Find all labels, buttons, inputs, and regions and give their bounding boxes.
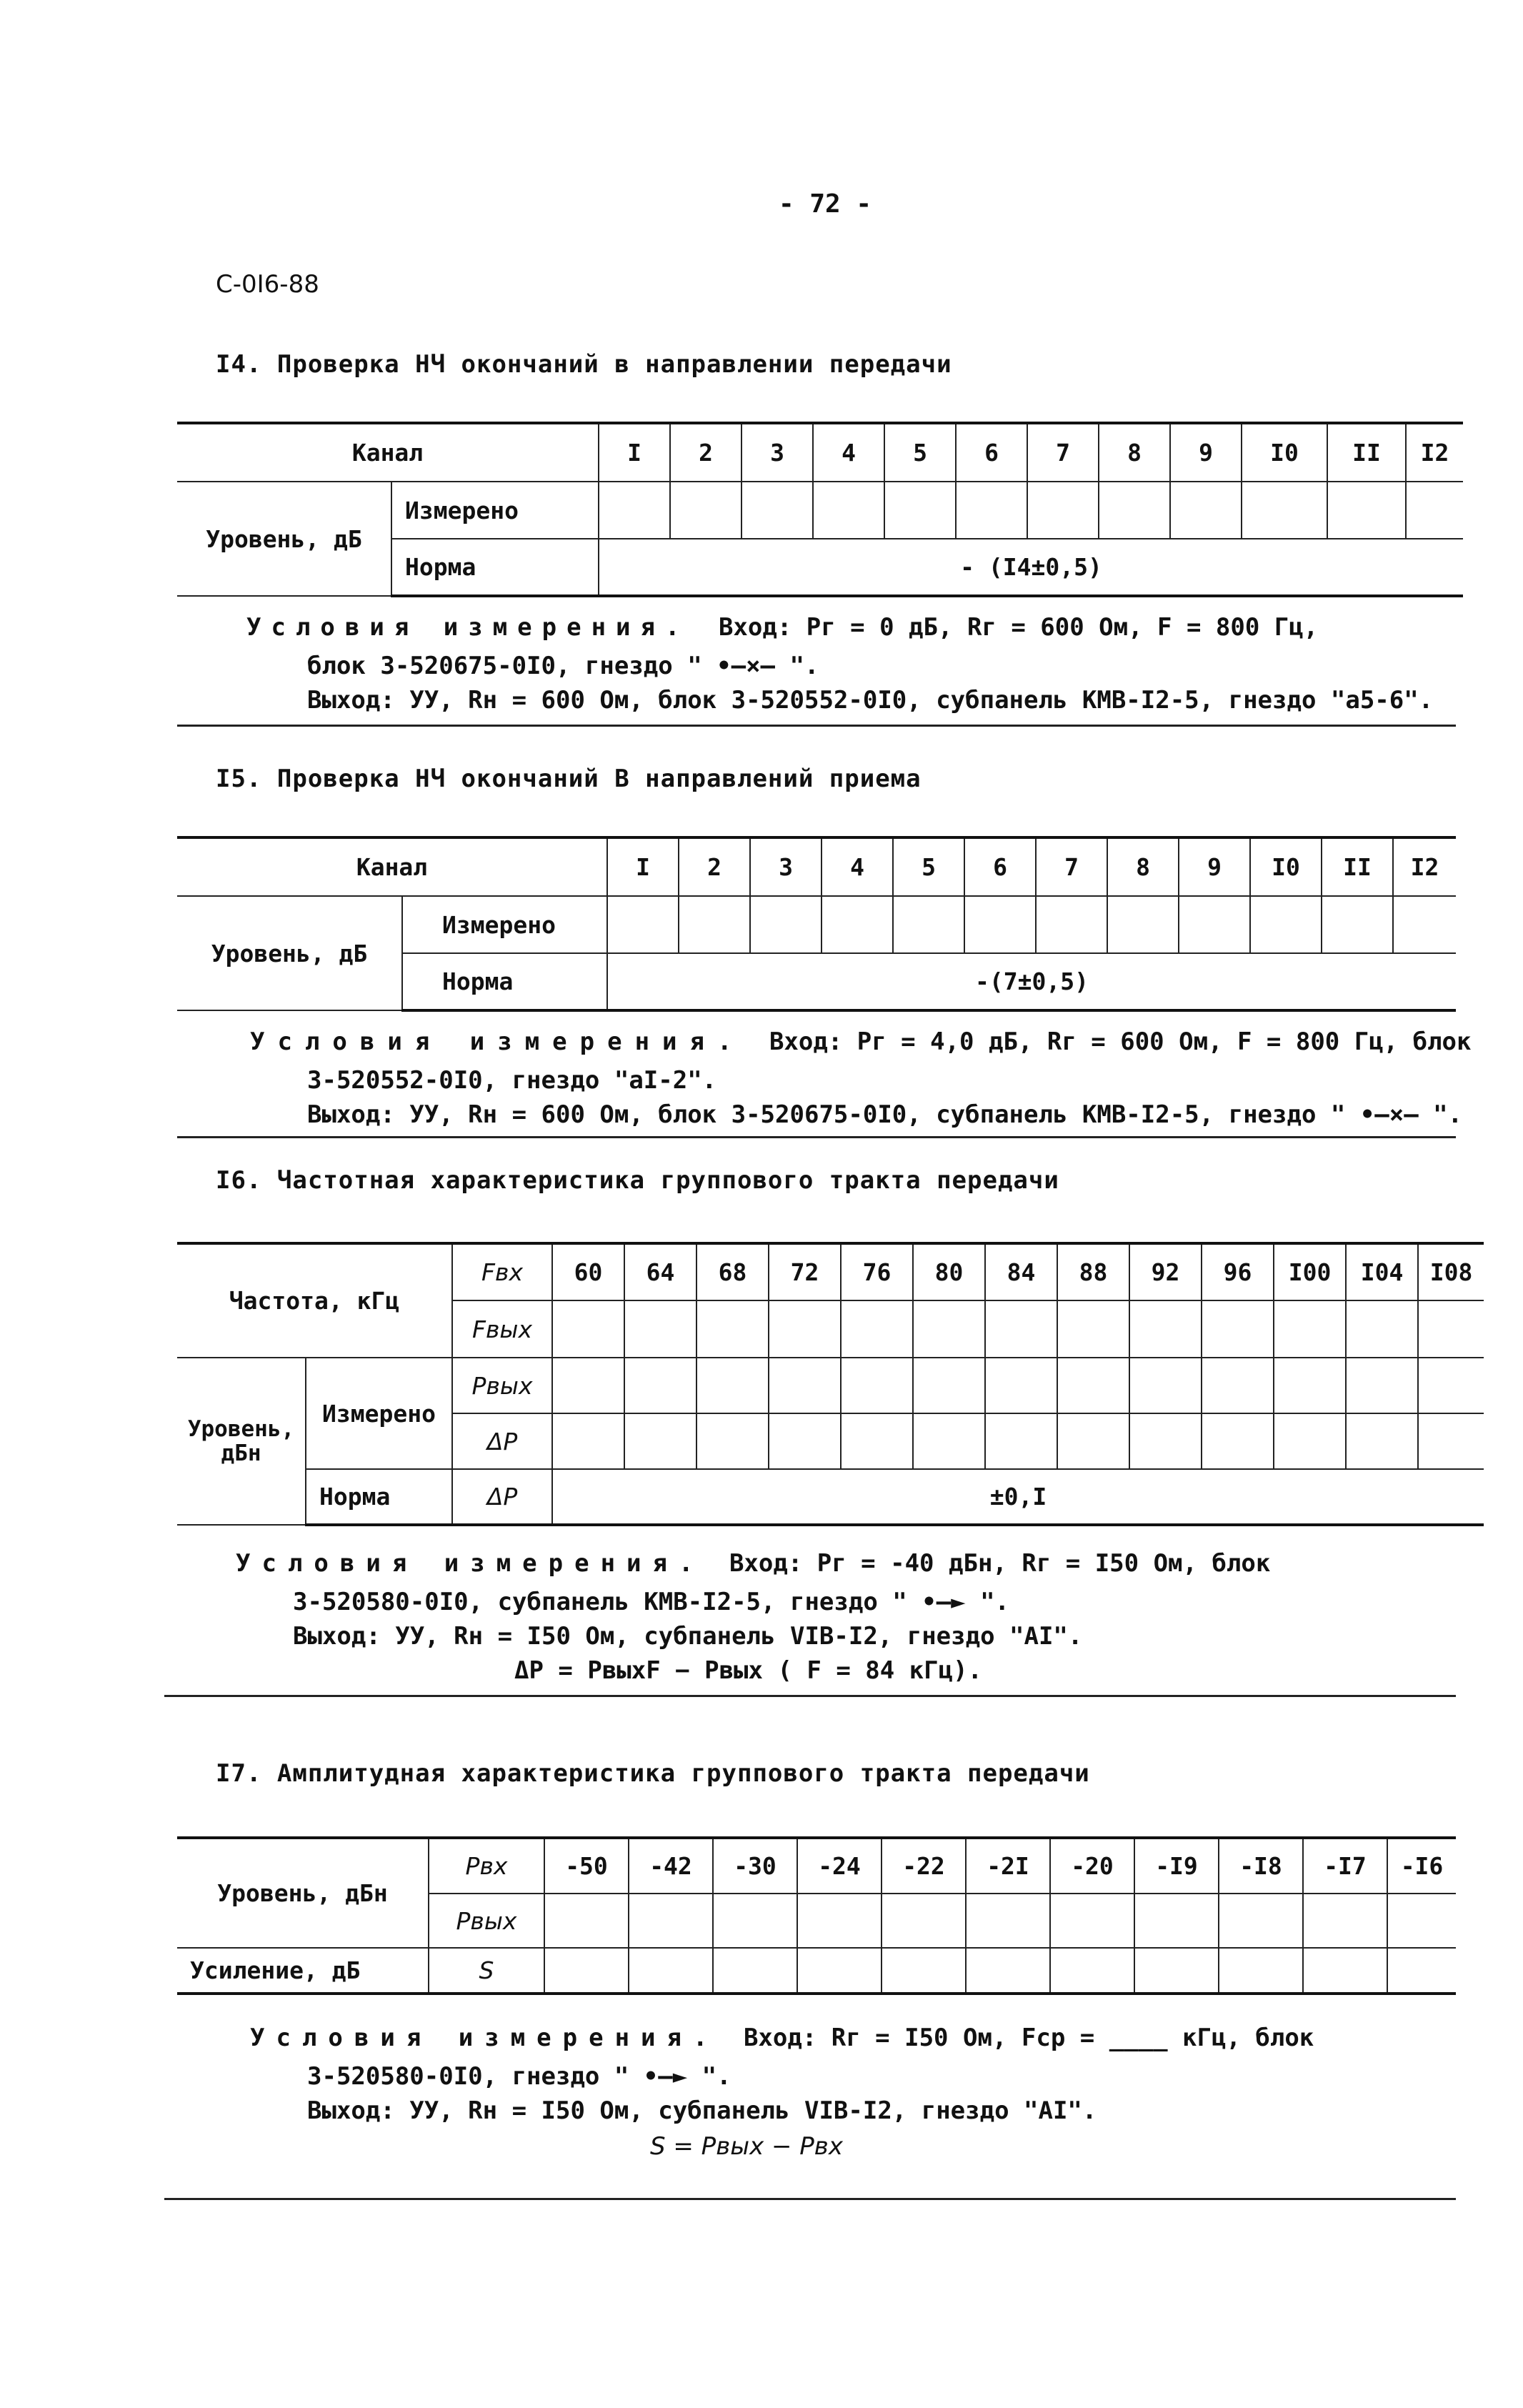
delta-p-cell xyxy=(1418,1413,1484,1469)
delta-p-cell xyxy=(1274,1413,1346,1469)
measured-cell xyxy=(1036,896,1107,953)
channel-7: 7 xyxy=(1036,837,1107,896)
f-out-cell xyxy=(1129,1300,1202,1358)
p-out-cell xyxy=(1050,1894,1134,1948)
freq-60: 60 xyxy=(552,1243,624,1300)
section-17-conditions-line1 xyxy=(250,2024,1314,2052)
delta-p-cell xyxy=(552,1413,624,1469)
measured-cell xyxy=(599,482,670,539)
freq-64: 64 xyxy=(624,1243,696,1300)
delta-p-cell xyxy=(769,1413,841,1469)
channel-8: 8 xyxy=(1099,423,1170,482)
p-out-cell xyxy=(1274,1358,1346,1413)
section-17-title: I7. Амплитудная характеристика группового тракта передачи xyxy=(216,1759,1090,1788)
section-15-title: I5. Проверка НЧ окончаний В направлений приема xyxy=(216,765,922,793)
conditions-input: Вход: Pг = -40 дБн, Rг = I50 Ом, блок xyxy=(729,1549,1271,1578)
p-out-cell xyxy=(1129,1358,1202,1413)
delta-p-symbol xyxy=(452,1413,552,1469)
p-out-cell xyxy=(913,1358,985,1413)
document-code: С-0I6-88 xyxy=(216,270,319,299)
delta-p-cell xyxy=(1057,1413,1129,1469)
section-14-divider xyxy=(177,725,1456,727)
p-out-cell xyxy=(713,1894,797,1948)
p-out-cell xyxy=(629,1894,713,1948)
measured-cell xyxy=(607,896,679,953)
level-minus-30: -30 xyxy=(713,1838,797,1894)
gain-cell xyxy=(1387,1948,1456,1994)
freq-96: 96 xyxy=(1202,1243,1274,1300)
measured-label: Измерено xyxy=(391,482,599,539)
channel-header: Канал xyxy=(177,837,607,896)
channel-4: 4 xyxy=(822,837,893,896)
level-minus-24: -24 xyxy=(797,1838,882,1894)
delta-p-cell xyxy=(624,1413,696,1469)
measured-cell xyxy=(679,896,750,953)
p-out-cell xyxy=(1134,1894,1219,1948)
norm-label: Норма xyxy=(402,953,607,1010)
f-out-cell xyxy=(1346,1300,1418,1358)
section-15-conditions-line1 xyxy=(250,1028,1472,1056)
measured-cell xyxy=(1107,896,1179,953)
norm-value: - (I4±0,5) xyxy=(599,539,1463,596)
channel-9: 9 xyxy=(1170,423,1242,482)
gain-cell xyxy=(1219,1948,1303,1994)
section-17-table xyxy=(177,1836,1456,1995)
freq-68: 68 xyxy=(696,1243,769,1300)
measured-cell xyxy=(822,896,893,953)
f-out-cell xyxy=(624,1300,696,1358)
measured-cell xyxy=(1393,896,1456,953)
section-14-table xyxy=(177,422,1463,597)
measured-cell xyxy=(741,482,813,539)
measured-cell xyxy=(1099,482,1170,539)
p-out-symbol xyxy=(429,1894,544,1948)
channel-5: 5 xyxy=(884,423,956,482)
measured-cell xyxy=(1027,482,1099,539)
section-14-conditions-line2: блок 3-520675-0I0, гнездо " •—×— ". xyxy=(307,652,819,680)
section-16-conditions-line3: Выход: УУ, Rн = I50 Ом, субпанель VIВ-I2, гнездо "АI". xyxy=(293,1622,1083,1651)
channel-5: 5 xyxy=(893,837,964,896)
measured-cell xyxy=(1327,482,1406,539)
channel-4: 4 xyxy=(813,423,884,482)
p-out-cell xyxy=(1219,1894,1303,1948)
channel-11: II xyxy=(1327,423,1406,482)
measured-cell xyxy=(1322,896,1393,953)
f-out-cell xyxy=(1202,1300,1274,1358)
channel-header: Канал xyxy=(177,423,599,482)
p-out-cell xyxy=(1303,1894,1387,1948)
f-out-cell xyxy=(1274,1300,1346,1358)
gain-cell xyxy=(544,1948,629,1994)
gain-symbol xyxy=(429,1948,544,1994)
p-out-cell xyxy=(544,1894,629,1948)
f-out-cell xyxy=(1418,1300,1484,1358)
channel-10: I0 xyxy=(1242,423,1327,482)
norm-value: -(7±0,5) xyxy=(607,953,1456,1010)
channel-10: I0 xyxy=(1250,837,1322,896)
level-minus-16: -I6 xyxy=(1387,1838,1456,1894)
channel-12: I2 xyxy=(1393,837,1456,896)
delta-p-cell xyxy=(913,1413,985,1469)
channel-7: 7 xyxy=(1027,423,1099,482)
channel-1: I xyxy=(599,423,670,482)
conditions-heading: Условия измерения. xyxy=(246,613,690,642)
section-16-conditions-line1 xyxy=(236,1549,1270,1578)
f-out-cell xyxy=(841,1300,913,1358)
delta-p-cell xyxy=(696,1413,769,1469)
measured-cell xyxy=(750,896,822,953)
p-out-symbol xyxy=(452,1358,552,1413)
f-out-cell xyxy=(985,1300,1057,1358)
f-out-label: Fвых xyxy=(472,1315,533,1343)
freq-84: 84 xyxy=(985,1243,1057,1300)
delta-p-cell xyxy=(1346,1413,1418,1469)
channel-8: 8 xyxy=(1107,837,1179,896)
p-out-cell xyxy=(696,1358,769,1413)
freq-100: I00 xyxy=(1274,1243,1346,1300)
section-17-conditions-line3: Выход: УУ, Rн = I50 Ом, субпанель VIВ-I2, гнездо "АI". xyxy=(307,2096,1097,2125)
delta-p-cell xyxy=(1129,1413,1202,1469)
freq-88: 88 xyxy=(1057,1243,1129,1300)
section-14-conditions-line3: Выход: УУ, Rн = 600 Ом, блок 3-520552-0I0, субпанель КМВ-I2-5, гнездо "а5-6". xyxy=(307,686,1434,715)
measured-cell xyxy=(1179,896,1250,953)
measured-cell xyxy=(884,482,956,539)
conditions-heading: Условия измерения. xyxy=(250,2024,719,2052)
delta-p-cell xyxy=(1202,1413,1274,1469)
f-out-cell xyxy=(552,1300,624,1358)
measured-cell xyxy=(956,482,1027,539)
level-minus-19: -I9 xyxy=(1134,1838,1219,1894)
measured-cell xyxy=(1406,482,1463,539)
norm-delta-p-symbol xyxy=(452,1469,552,1525)
measured-label: Измерено xyxy=(306,1358,452,1469)
section-16-formula: ΔP = PвыхF − Pвых ( F = 84 кГц). xyxy=(514,1656,983,1685)
f-out-symbol xyxy=(452,1300,552,1358)
level-minus-50: -50 xyxy=(544,1838,629,1894)
section-14-title: I4. Проверка НЧ окончаний в направлении передачи xyxy=(216,350,952,379)
level-row-label: Уровень, дБ xyxy=(177,896,402,1010)
channel-2: 2 xyxy=(670,423,741,482)
page-number: - 72 - xyxy=(779,189,872,219)
section-16-divider xyxy=(164,1695,1456,1697)
channel-6: 6 xyxy=(964,837,1036,896)
level-row-label: Уровень, дБ xyxy=(177,482,391,596)
f-in-symbol xyxy=(452,1243,552,1300)
channel-12: I2 xyxy=(1406,423,1463,482)
delta-p-label: ΔP xyxy=(486,1427,518,1456)
measured-cell xyxy=(1242,482,1327,539)
gain-cell xyxy=(797,1948,882,1994)
section-15-table xyxy=(177,836,1456,1012)
f-out-cell xyxy=(913,1300,985,1358)
gain-cell xyxy=(966,1948,1050,1994)
p-out-cell xyxy=(966,1894,1050,1948)
p-out-cell xyxy=(1346,1358,1418,1413)
section-15-conditions-line2: 3-520552-0I0, гнездо "аI-2". xyxy=(307,1066,717,1095)
section-17-divider xyxy=(164,2198,1456,2200)
channel-3: 3 xyxy=(741,423,813,482)
p-out-label: Pвых xyxy=(456,1906,517,1935)
f-out-cell xyxy=(769,1300,841,1358)
gain-label: Усиление, дБ xyxy=(177,1948,429,1994)
p-out-cell xyxy=(797,1894,882,1948)
section-14-conditions-line1 xyxy=(246,613,1318,642)
conditions-input: Вход: Pг = 4,0 дБ, Rг = 600 Ом, F = 800 Гц, блок xyxy=(769,1028,1472,1056)
gain-cell xyxy=(1134,1948,1219,1994)
p-out-cell xyxy=(841,1358,913,1413)
channel-11: II xyxy=(1322,837,1393,896)
level-minus-17: -I7 xyxy=(1303,1838,1387,1894)
gain-cell xyxy=(1303,1948,1387,1994)
measured-cell xyxy=(670,482,741,539)
f-out-cell xyxy=(696,1300,769,1358)
gain-cell xyxy=(629,1948,713,1994)
p-in-label: Pвх xyxy=(465,1852,508,1880)
freq-72: 72 xyxy=(769,1243,841,1300)
gain-cell xyxy=(1050,1948,1134,1994)
channel-1: I xyxy=(607,837,679,896)
measured-cell xyxy=(964,896,1036,953)
f-out-cell xyxy=(1057,1300,1129,1358)
measured-label: Измерено xyxy=(402,896,607,953)
norm-label: Норма xyxy=(391,539,599,596)
level-minus-20: -20 xyxy=(1050,1838,1134,1894)
p-out-cell xyxy=(882,1894,966,1948)
level-label: Уровень, дБн xyxy=(177,1838,429,1948)
measured-cell xyxy=(1250,896,1322,953)
norm-label: Норма xyxy=(306,1469,452,1525)
frequency-label: Частота, кГц xyxy=(177,1243,452,1358)
conditions-input: Вход: Pг = 0 дБ, Rг = 600 Ом, F = 800 Гц, xyxy=(718,613,1319,642)
section-16-table xyxy=(177,1242,1484,1526)
p-out-cell xyxy=(1057,1358,1129,1413)
section-15-conditions-line3: Выход: УУ, Rн = 600 Ом, блок 3-520675-0I0, субпанель КМВ-I2-5, гнездо " •—×— ". xyxy=(307,1100,1463,1129)
p-out-cell xyxy=(985,1358,1057,1413)
section-16-conditions-line2: 3-520580-0I0, субпанель КМВ-I2-5, гнездо " •—► ". xyxy=(293,1588,1010,1616)
conditions-heading: Условия измерения. xyxy=(250,1028,745,1056)
channel-2: 2 xyxy=(679,837,750,896)
section-17-conditions-line2: 3-520580-0I0, гнездо " •—► ". xyxy=(307,2062,731,2091)
channel-3: 3 xyxy=(750,837,822,896)
level-label: Уровень, дБн xyxy=(177,1358,306,1525)
delta-p-cell xyxy=(985,1413,1057,1469)
level-minus-21: -2I xyxy=(966,1838,1050,1894)
conditions-input: Вход: Rг = I50 Ом, Fср = ____ кГц, блок xyxy=(743,2024,1314,2052)
gain-cell xyxy=(713,1948,797,1994)
section-17-formula: S = Pвых − Pвх xyxy=(650,2132,843,2161)
measured-cell xyxy=(1170,482,1242,539)
p-out-cell xyxy=(624,1358,696,1413)
gain-cell xyxy=(882,1948,966,1994)
channel-6: 6 xyxy=(956,423,1027,482)
section-15-divider xyxy=(177,1136,1456,1138)
freq-80: 80 xyxy=(913,1243,985,1300)
freq-108: I08 xyxy=(1418,1243,1484,1300)
p-out-cell xyxy=(769,1358,841,1413)
measured-cell xyxy=(813,482,884,539)
p-out-label: Pвых xyxy=(471,1371,533,1400)
section-16-title: I6. Частотная характеристика группового тракта передачи xyxy=(216,1166,1059,1195)
conditions-heading: Условия измерения. xyxy=(236,1549,705,1578)
p-out-cell xyxy=(1202,1358,1274,1413)
level-minus-18: -I8 xyxy=(1219,1838,1303,1894)
p-out-cell xyxy=(1387,1894,1456,1948)
level-minus-42: -42 xyxy=(629,1838,713,1894)
channel-9: 9 xyxy=(1179,837,1250,896)
p-out-cell xyxy=(1418,1358,1484,1413)
p-in-symbol xyxy=(429,1838,544,1894)
norm-value: ±0,I xyxy=(552,1469,1484,1525)
f-in-label: Fвх xyxy=(481,1258,523,1286)
freq-92: 92 xyxy=(1129,1243,1202,1300)
norm-delta-p-label: ΔP xyxy=(486,1483,518,1511)
p-out-cell xyxy=(552,1358,624,1413)
gain-symbol-label: S xyxy=(479,1956,494,1984)
measured-cell xyxy=(893,896,964,953)
delta-p-cell xyxy=(841,1413,913,1469)
freq-76: 76 xyxy=(841,1243,913,1300)
level-minus-22: -22 xyxy=(882,1838,966,1894)
freq-104: I04 xyxy=(1346,1243,1418,1300)
